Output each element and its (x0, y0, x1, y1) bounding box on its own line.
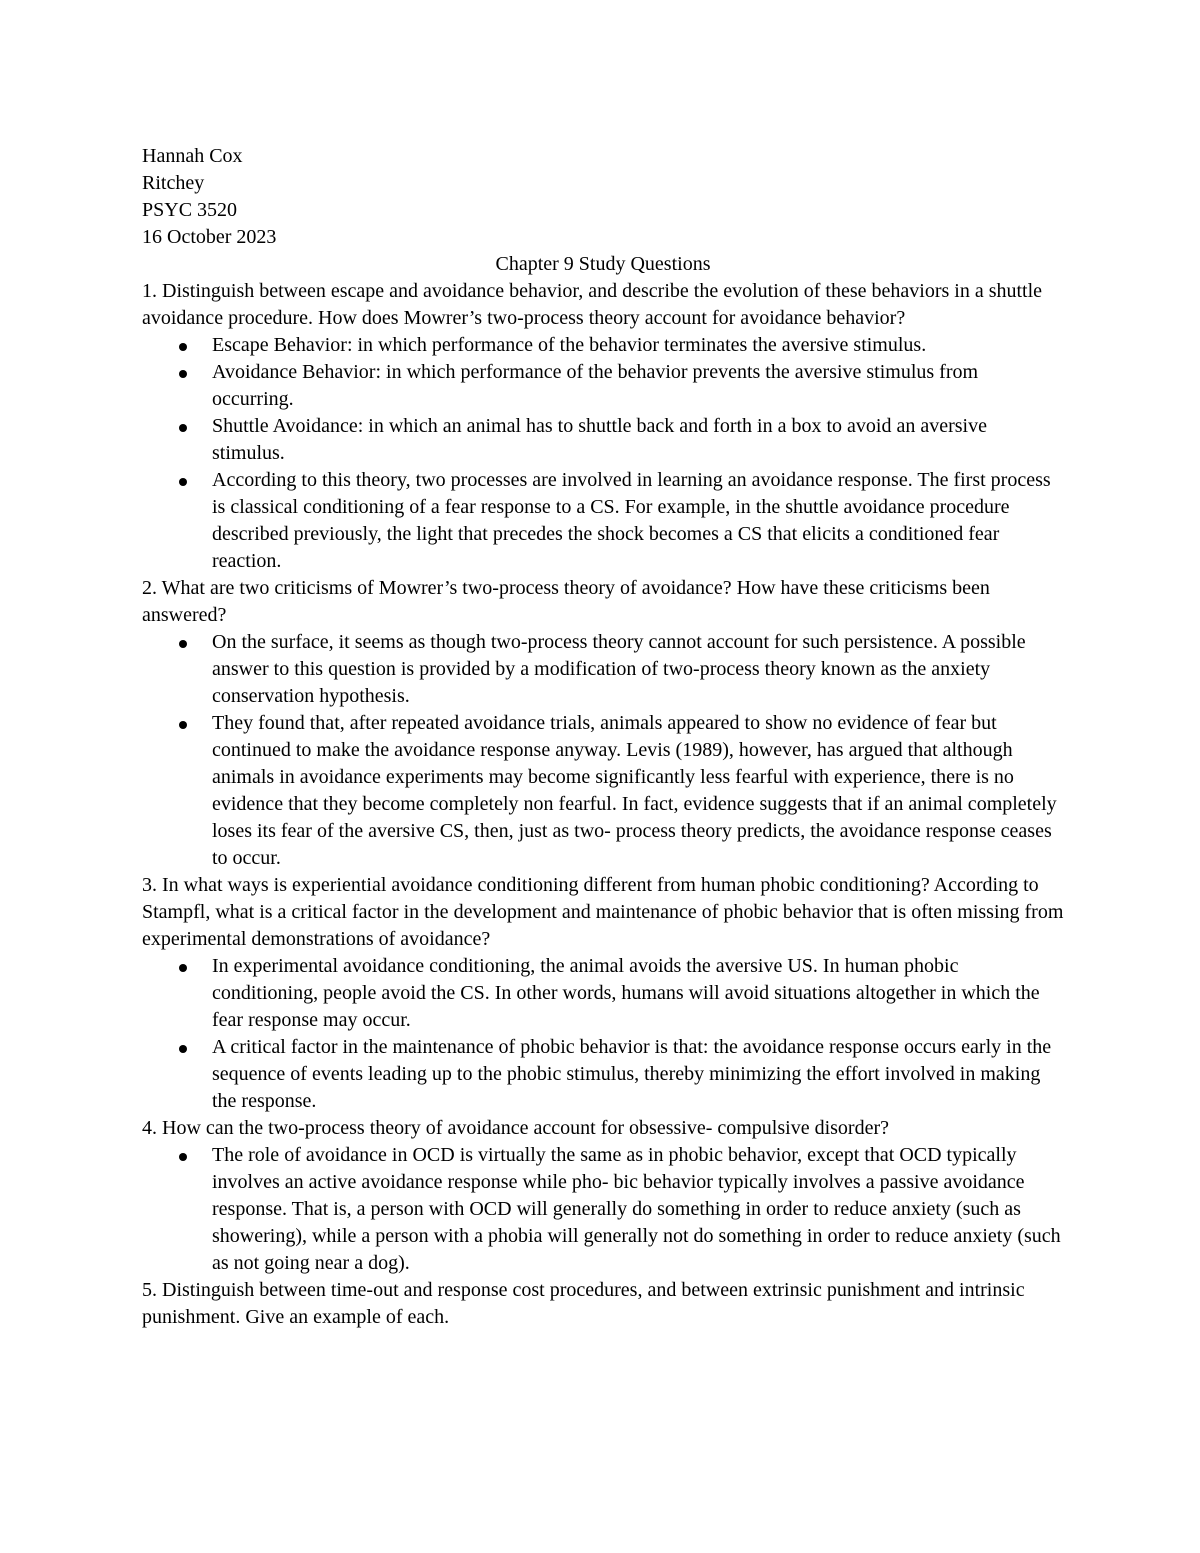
answer-text: According to this theory, two processes are involved in learning an avoidance response. The first process is classical conditioning of a fear response to a CS. For example, in the shuttle avoidance procedure described previously, the light that precedes the shock becomes a CS that elicits a conditioned fear reaction. (212, 469, 1051, 572)
answer-item (212, 1034, 1064, 1115)
answer-item (212, 629, 1064, 710)
question-text: 1. Distinguish between escape and avoidance behavior, and describe the evolution of these behaviors in a shuttle avoidance procedure. How does Mowrer’s two-process theory account for avoidance behavior? (142, 280, 1043, 329)
answer-text: On the surface, it seems as though two-process theory cannot account for such persistence. A possible answer to this question is provided by a modification of two-process theory known as the anxiety conservation hypothesis. (212, 631, 1026, 707)
answer-list (142, 332, 1064, 575)
answer-item (212, 467, 1064, 575)
student-name: Hannah Cox (142, 145, 243, 167)
answer-text: Avoidance Behavior: in which performance of the behavior prevents the aversive stimulus from occurring. (212, 361, 979, 410)
question-block-5 (142, 1277, 1064, 1331)
question-text: 4. How can the two-process theory of avoidance account for obsessive- compulsive disorder? (142, 1117, 889, 1139)
answer-item (212, 710, 1064, 872)
bullet-icon (179, 424, 187, 432)
answer-item (212, 413, 1064, 467)
answer-text: Escape Behavior: in which performance of the behavior terminates the aversive stimulus. (212, 334, 927, 356)
question-block-2 (142, 575, 1064, 872)
question-block-1 (142, 278, 1064, 575)
answer-text: In experimental avoidance conditioning, the animal avoids the aversive US. In human phobic conditioning, people avoid the CS. In other words, humans will avoid situations altogether in which the fear response may occur. (212, 955, 1040, 1031)
answer-item (212, 1142, 1064, 1277)
bullet-icon (179, 721, 187, 729)
bullet-icon (179, 370, 187, 378)
instructor-name: Ritchey (142, 172, 205, 194)
bullet-icon (179, 343, 187, 351)
answer-list (142, 629, 1064, 872)
bullet-icon (179, 1045, 187, 1053)
answer-text: The role of avoidance in OCD is virtually the same as in phobic behavior, except that OCD typically involves an active avoidance response while pho- bic behavior typically involves a passive avoidance response. That is, a person with OCD will generally do something in order to reduce anxiety (such as showering), while a person with a phobia will generally not do something in order to reduce anxiety (such as not going near a dog). (212, 1144, 1061, 1274)
answer-item (212, 359, 1064, 413)
document-title: Chapter 9 Study Questions (495, 253, 711, 275)
answer-list (142, 1142, 1064, 1277)
answer-text: They found that, after repeated avoidance trials, animals appeared to show no evidence of fear but continued to make the avoidance response anyway. Levis (1989), however, has argued that although animals in avoidance experiments may become significantly less fearful with experience, there is no evidence that they become completely non fearful. In fact, evidence suggests that if an animal completely loses its fear of the aversive CS, then, just as two- process theory predicts, the avoidance response ceases to occur. (212, 712, 1057, 869)
answer-text: Shuttle Avoidance: in which an animal has to shuttle back and forth in a box to avoid an aversive stimulus. (212, 415, 987, 464)
bullet-icon (179, 1153, 187, 1161)
question-text: 3. In what ways is experiential avoidance conditioning different from human phobic conditioning? According to Stampfl, what is a critical factor in the development and maintenance of phobic behavior that is often missing from experimental demonstrations of avoidance? (142, 874, 1064, 950)
question-block-4 (142, 1115, 1064, 1277)
question-text: 5. Distinguish between time-out and response cost procedures, and between extrinsic punishment and intrinsic punishment. Give an example of each. (142, 1279, 1025, 1328)
document-date: 16 October 2023 (142, 226, 277, 248)
answer-item (212, 953, 1064, 1034)
answer-text: A critical factor in the maintenance of phobic behavior is that: the avoidance response occurs early in the sequence of events leading up to the phobic stimulus, thereby minimizing the effort involved in making the response. (212, 1036, 1052, 1112)
question-text: 2. What are two criticisms of Mowrer’s two-process theory of avoidance? How have these criticisms been answered? (142, 577, 990, 626)
course-code: PSYC 3520 (142, 199, 238, 221)
answer-item (212, 332, 1064, 359)
bullet-icon (179, 478, 187, 486)
question-block-3 (142, 872, 1064, 1115)
answer-list (142, 953, 1064, 1115)
bullet-icon (179, 964, 187, 972)
bullet-icon (179, 640, 187, 648)
